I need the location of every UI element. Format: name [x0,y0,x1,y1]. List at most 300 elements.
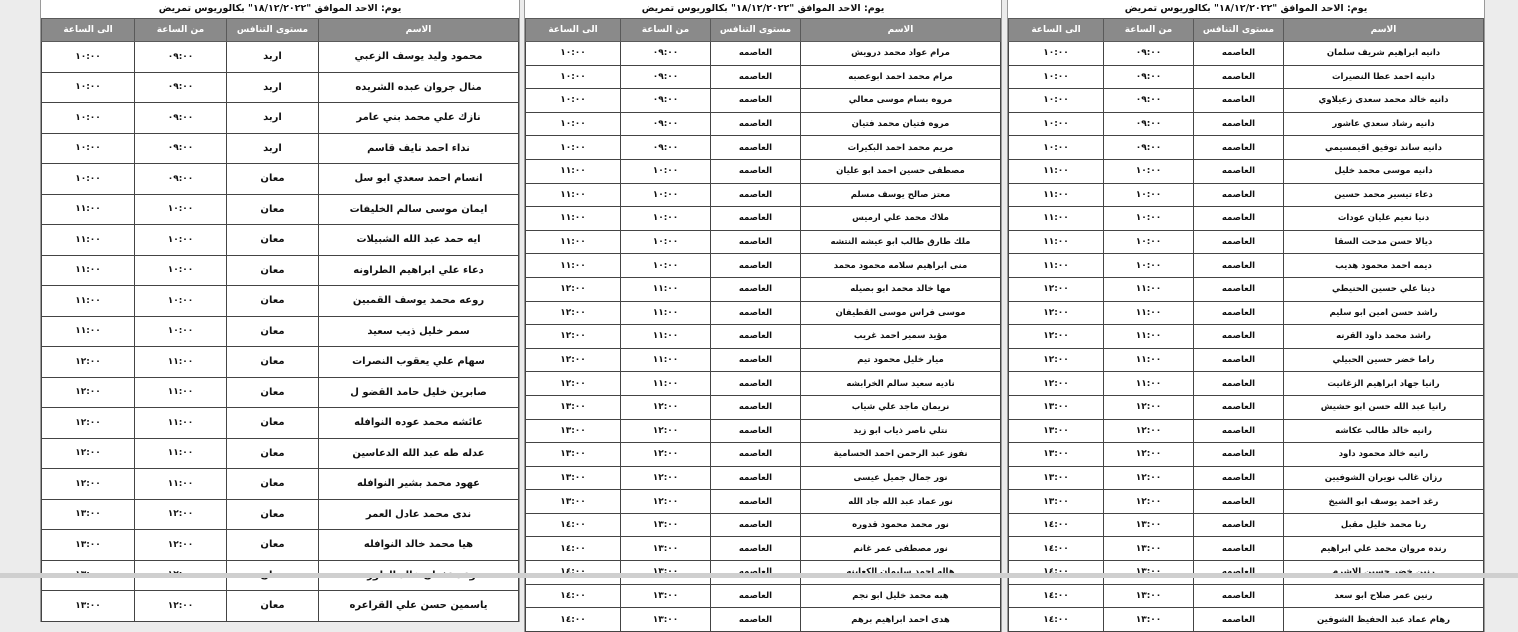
cell-to: ١١:٠٠ [1009,159,1104,183]
cell-from: ١٠:٠٠ [621,159,711,183]
cell-level: العاصمه [711,136,801,160]
cell-to: ١١:٠٠ [42,225,135,256]
cell-from: ١٣:٠٠ [1104,513,1194,537]
cell-name: ديمه احمد محمود هديب [1284,254,1484,278]
table-row [526,348,1001,372]
cell-to: ١٠:٠٠ [42,72,135,103]
schedule-sheet-right [1007,0,1485,632]
cell-to: ١١:٠٠ [1009,183,1104,207]
table-row [1009,395,1484,419]
cell-name: دعاء علي ابراهيم الطراونه [319,255,519,286]
cell-name: منى ابراهيم سلامه محمود محمد [801,254,1001,278]
cell-to: ١٠:٠٠ [526,65,621,89]
table-row [1009,419,1484,443]
cell-name: دانيه رشاد سعدي عاشور [1284,112,1484,136]
cell-from: ١٢:٠٠ [621,395,711,419]
cell-to: ١٤:٠٠ [1009,608,1104,632]
cell-to: ١٢:٠٠ [1009,372,1104,396]
cell-to: ١٢:٠٠ [42,377,135,408]
cell-from: ١٠:٠٠ [1104,183,1194,207]
cell-from: ١٠:٠٠ [135,194,227,225]
cell-from: ٠٩:٠٠ [1104,89,1194,113]
cell-name: عدله طه عبد الله الدعاسين [319,438,519,469]
cell-level: العاصمه [1194,65,1284,89]
table-row [42,164,519,195]
cell-name: رنده مروان محمد علي ابراهيم [1284,537,1484,561]
cell-level: العاصمه [1194,230,1284,254]
cell-from: ١٢:٠٠ [1104,490,1194,514]
table-row [42,591,519,622]
table-row [42,377,519,408]
table-row [1009,513,1484,537]
cell-to: ١٢:٠٠ [526,277,621,301]
cell-level: معان [227,255,319,286]
cell-to: ١٣:٠٠ [526,490,621,514]
cell-level: العاصمه [711,207,801,231]
cell-name: نداء احمد نايف قاسم [319,133,519,164]
cell-level: العاصمه [711,42,801,66]
table-row [42,438,519,469]
cell-name: رانيا جهاد ابراهيم الزغانيت [1284,372,1484,396]
cell-from: ١٠:٠٠ [621,254,711,278]
cell-level: العاصمه [711,112,801,136]
table-row [526,395,1001,419]
cell-level: العاصمه [1194,42,1284,66]
cell-name: راشد حسن امين ابو سليم [1284,301,1484,325]
cell-from: ٠٩:٠٠ [621,65,711,89]
cell-name: دانيه خالد محمد سعدى زعيلاوي [1284,89,1484,113]
table-row [1009,112,1484,136]
cell-from: ١٠:٠٠ [135,286,227,317]
cell-level: العاصمه [1194,466,1284,490]
cell-to: ١١:٠٠ [526,254,621,278]
cell-level: اربد [227,103,319,134]
cell-name: عائشه محمد عوده النوافله [319,408,519,439]
cell-to: ١١:٠٠ [42,194,135,225]
table-row [1009,490,1484,514]
cell-from: ١٠:٠٠ [135,255,227,286]
cell-from: ٠٩:٠٠ [135,103,227,134]
cell-from: ١٢:٠٠ [1104,443,1194,467]
cell-to: ١٢:٠٠ [1009,277,1104,301]
cell-from: ٠٩:٠٠ [621,42,711,66]
table-row [526,136,1001,160]
cell-name: عهود محمد بشير النوافله [319,469,519,500]
cell-level: العاصمه [1194,207,1284,231]
col-header-name: الاسم [319,19,519,42]
cell-from: ١٢:٠٠ [621,490,711,514]
cell-to: ١٢:٠٠ [42,438,135,469]
cell-level: معان [227,377,319,408]
cell-from: ١١:٠٠ [135,347,227,378]
table-row [1009,608,1484,632]
cell-name: هيا محمد خالد النوافله [319,530,519,561]
cell-to: ١١:٠٠ [526,159,621,183]
cell-from: ١٢:٠٠ [1104,419,1194,443]
col-header-to: الى الساعة [526,19,621,42]
table-row [526,42,1001,66]
table-row [42,194,519,225]
cell-level: معان [227,225,319,256]
sheet-title: يوم: الاحد الموافق "١٨/١٢/٢٠٢٢" بكالوريوس تمريض [1124,3,1368,14]
table-row [526,490,1001,514]
cell-to: ١١:٠٠ [526,207,621,231]
cell-from: ١٠:٠٠ [135,225,227,256]
table-row [1009,183,1484,207]
cell-name: دنيا نعيم عليان عودات [1284,207,1484,231]
schedule-table [41,18,519,622]
cell-from: ١٣:٠٠ [621,537,711,561]
cell-to: ١٢:٠٠ [1009,325,1104,349]
cell-level: العاصمه [711,65,801,89]
cell-to: ١٠:٠٠ [1009,42,1104,66]
cell-name: رانيه خالد محمود داود [1284,443,1484,467]
table-row [526,65,1001,89]
cell-name: راشد محمد داود القرنه [1284,325,1484,349]
schedule-sheet-middle [524,0,1002,632]
cell-to: ١٢:٠٠ [526,301,621,325]
cell-to: ١٣:٠٠ [526,395,621,419]
cell-to: ١٤:٠٠ [526,608,621,632]
table-row [526,372,1001,396]
cell-to: ١١:٠٠ [42,316,135,347]
table-row [526,537,1001,561]
cell-name: ندى محمد عادل العمر [319,499,519,530]
cell-level: العاصمه [711,395,801,419]
cell-name: دانيه موسى محمد خليل [1284,159,1484,183]
cell-name: دعاء تيسير محمد حسين [1284,183,1484,207]
table-row [1009,325,1484,349]
cell-to: ١٠:٠٠ [1009,65,1104,89]
cell-to: ١٤:٠٠ [526,584,621,608]
table-row [42,255,519,286]
cell-to: ١٣:٠٠ [42,499,135,530]
cell-name: مرام محمد احمد ابوعصبه [801,65,1001,89]
table-row [1009,277,1484,301]
cell-from: ١١:٠٠ [135,408,227,439]
cell-to: ١٢:٠٠ [526,325,621,349]
cell-from: ١٠:٠٠ [1104,230,1194,254]
cell-level: العاصمه [1194,254,1284,278]
cell-to: ١٣:٠٠ [526,466,621,490]
cell-from: ٠٩:٠٠ [621,112,711,136]
table-row [1009,65,1484,89]
cell-from: ١٢:٠٠ [1104,395,1194,419]
table-row [1009,301,1484,325]
cell-level: العاصمه [1194,159,1284,183]
col-header-to: الى الساعة [42,19,135,42]
col-header-from: من الساعة [135,19,227,42]
cell-from: ١١:٠٠ [1104,325,1194,349]
table-row [526,443,1001,467]
table-row [42,133,519,164]
cell-to: ١٠:٠٠ [1009,89,1104,113]
cell-from: ٠٩:٠٠ [135,133,227,164]
cell-name: نور جمال جميل عيسى [801,466,1001,490]
cell-name: نريمان ماجد علي شياب [801,395,1001,419]
table-row [42,286,519,317]
table-row [1009,42,1484,66]
cell-from: ١١:٠٠ [621,325,711,349]
col-header-to: الى الساعة [1009,19,1104,42]
cell-to: ١٢:٠٠ [1009,301,1104,325]
cell-name: مها خالد محمد ابو بصيله [801,277,1001,301]
cell-from: ١٢:٠٠ [1104,466,1194,490]
cell-from: ١٣:٠٠ [621,584,711,608]
table-row [526,230,1001,254]
page-bottom-edge [0,573,1518,578]
table-row [526,159,1001,183]
col-header-from: من الساعة [621,19,711,42]
col-header-from: من الساعة [1104,19,1194,42]
cell-from: ١٣:٠٠ [621,513,711,537]
cell-level: العاصمه [1194,419,1284,443]
table-row [42,42,519,73]
table-row [42,316,519,347]
cell-from: ١١:٠٠ [1104,348,1194,372]
cell-name: رغد احمد يوسف ابو الشيخ [1284,490,1484,514]
cell-name: معتز صالح يوسف مسلم [801,183,1001,207]
cell-level: العاصمه [1194,608,1284,632]
cell-level: العاصمه [711,183,801,207]
cell-level: العاصمه [711,159,801,183]
cell-name: مصطفى حسين احمد ابو عليان [801,159,1001,183]
cell-level: العاصمه [711,254,801,278]
cell-to: ١٣:٠٠ [1009,419,1104,443]
cell-name: نفوز عبد الرحمن احمد الحسامية [801,443,1001,467]
cell-name: ياسمين حسن علي القراعره [319,591,519,622]
table-row [42,103,519,134]
cell-from: ١١:٠٠ [1104,301,1194,325]
cell-from: ١٣:٠٠ [1104,537,1194,561]
cell-level: العاصمه [711,372,801,396]
cell-level: العاصمه [711,584,801,608]
cell-level: العاصمه [711,466,801,490]
schedule-table [1008,18,1484,632]
cell-level: اربد [227,42,319,73]
table-row [526,301,1001,325]
table-row [1009,537,1484,561]
cell-name: محمود وليد يوسف الزعبي [319,42,519,73]
cell-to: ١٣:٠٠ [526,419,621,443]
cell-name: صابرين خليل حامد القضو ل [319,377,519,408]
cell-to: ١١:٠٠ [42,286,135,317]
cell-name: ملاك محمد علي ارميس [801,207,1001,231]
cell-name: مريم محمد احمد البكيرات [801,136,1001,160]
cell-from: ٠٩:٠٠ [621,136,711,160]
cell-to: ١٠:٠٠ [42,133,135,164]
cell-name: ايه حمد عبد الله الشبيلات [319,225,519,256]
cell-to: ١٤:٠٠ [1009,584,1104,608]
cell-to: ١٠:٠٠ [1009,136,1104,160]
cell-from: ١٣:٠٠ [1104,608,1194,632]
cell-name: ديالا حسن مدحت السقا [1284,230,1484,254]
cell-level: العاصمه [711,537,801,561]
cell-from: ٠٩:٠٠ [135,42,227,73]
cell-level: معان [227,286,319,317]
table-row [526,277,1001,301]
cell-from: ١١:٠٠ [135,377,227,408]
cell-name: سهام علي يعقوب النصرات [319,347,519,378]
cell-name: رنين عمر صلاح ابو سعد [1284,584,1484,608]
cell-to: ١٠:٠٠ [1009,112,1104,136]
cell-level: العاصمه [1194,277,1284,301]
cell-level: العاصمه [1194,584,1284,608]
cell-from: ١٣:٠٠ [621,608,711,632]
table-row [42,225,519,256]
cell-name: رانيا عبد الله حسن ابو حشيش [1284,395,1484,419]
cell-level: اربد [227,133,319,164]
cell-name: نور عماد عبد الله جاد الله [801,490,1001,514]
sheet-title: يوم: الاحد الموافق "١٨/١٢/٢٠٢٢" بكالوريوس تمريض [158,3,402,14]
cell-name: نور مصطفى عمر غانم [801,537,1001,561]
cell-to: ١٣:٠٠ [1009,395,1104,419]
cell-level: العاصمه [711,348,801,372]
cell-name: رهام عماد عبد الحفيظ الشوفين [1284,608,1484,632]
cell-name: رنا محمد خليل مقبل [1284,513,1484,537]
cell-name: نتلي ناصر ذياب ابو زيد [801,419,1001,443]
cell-level: العاصمه [1194,348,1284,372]
table-row [526,466,1001,490]
cell-to: ١٣:٠٠ [42,591,135,622]
cell-level: العاصمه [711,301,801,325]
cell-level: معان [227,164,319,195]
cell-name: ناديه سعيد سالم الخرابشه [801,372,1001,396]
cell-name: مروه فتيان محمد فتيان [801,112,1001,136]
table-row [526,584,1001,608]
cell-from: ٠٩:٠٠ [1104,42,1194,66]
cell-from: ١٣:٠٠ [1104,584,1194,608]
cell-to: ١٣:٠٠ [42,530,135,561]
cell-level: اربد [227,72,319,103]
cell-from: ١٠:٠٠ [621,230,711,254]
cell-name: انسام احمد سعدي ابو سل [319,164,519,195]
cell-name: ايمان موسى سالم الخليفات [319,194,519,225]
table-row [526,112,1001,136]
cell-to: ١١:٠٠ [526,183,621,207]
table-row [1009,584,1484,608]
cell-to: ١٢:٠٠ [42,469,135,500]
cell-name: مرام عواد محمد درويش [801,42,1001,66]
table-row [1009,207,1484,231]
table-row [1009,443,1484,467]
cell-level: العاصمه [711,325,801,349]
cell-from: ١١:٠٠ [621,301,711,325]
cell-level: العاصمه [1194,136,1284,160]
cell-level: العاصمه [1194,325,1284,349]
cell-from: ١٢:٠٠ [621,443,711,467]
cell-name: نور محمد محمود قدوره [801,513,1001,537]
table-row [526,325,1001,349]
cell-level: العاصمه [711,89,801,113]
table-row [526,89,1001,113]
cell-name: مؤيد سمير احمد غريب [801,325,1001,349]
cell-from: ١٢:٠٠ [621,466,711,490]
table-row [1009,136,1484,160]
cell-name: روعه محمد يوسف القمبين [319,286,519,317]
cell-level: العاصمه [711,230,801,254]
cell-name: هدى احمد ابراهيم برهم [801,608,1001,632]
cell-level: معان [227,194,319,225]
table-row [526,608,1001,632]
cell-to: ١٠:٠٠ [42,103,135,134]
cell-to: ١٢:٠٠ [526,372,621,396]
cell-to: ١١:٠٠ [1009,230,1104,254]
cell-level: العاصمه [711,443,801,467]
cell-to: ١٤:٠٠ [526,537,621,561]
cell-to: ١١:٠٠ [1009,254,1104,278]
cell-from: ١٠:٠٠ [621,207,711,231]
cell-name: موسى فراس موسى القطيفان [801,301,1001,325]
cell-level: معان [227,530,319,561]
cell-level: العاصمه [1194,183,1284,207]
cell-from: ١١:٠٠ [621,348,711,372]
cell-from: ١١:٠٠ [1104,277,1194,301]
cell-to: ١٠:٠٠ [526,112,621,136]
cell-from: ٠٩:٠٠ [1104,65,1194,89]
schedule-sheet-left [40,0,520,622]
cell-name: دانيه احمد عطا النصيرات [1284,65,1484,89]
cell-level: معان [227,438,319,469]
table-row [1009,230,1484,254]
table-row [526,183,1001,207]
cell-to: ١٣:٠٠ [1009,490,1104,514]
cell-to: ١٣:٠٠ [526,443,621,467]
table-row [42,408,519,439]
cell-level: العاصمه [1194,490,1284,514]
cell-level: معان [227,591,319,622]
table-row [526,207,1001,231]
cell-from: ٠٩:٠٠ [135,164,227,195]
cell-level: العاصمه [711,490,801,514]
cell-level: العاصمه [1194,443,1284,467]
cell-name: رانيه خالد طالب عكاشه [1284,419,1484,443]
cell-to: ١٠:٠٠ [526,89,621,113]
col-header-level: مستوى التنافس [711,19,801,42]
table-row [1009,348,1484,372]
cell-to: ١٢:٠٠ [526,348,621,372]
cell-from: ١١:٠٠ [621,277,711,301]
cell-to: ١٤:٠٠ [526,513,621,537]
cell-to: ١٤:٠٠ [1009,537,1104,561]
cell-from: ١٠:٠٠ [621,183,711,207]
table-row [526,254,1001,278]
cell-level: العاصمه [1194,112,1284,136]
cell-level: العاصمه [1194,301,1284,325]
cell-to: ١١:٠٠ [42,255,135,286]
cell-name: دانيه ساند توفيق اقيمسيمي [1284,136,1484,160]
cell-name: منال جروان عبده الشريده [319,72,519,103]
cell-to: ١١:٠٠ [1009,207,1104,231]
table-row [42,347,519,378]
cell-name: ملك طارق طالب ابو عيشه النتشه [801,230,1001,254]
cell-to: ١٣:٠٠ [1009,466,1104,490]
cell-from: ١٠:٠٠ [1104,159,1194,183]
cell-name: سمر خليل ذيب سعيد [319,316,519,347]
cell-from: ١٢:٠٠ [135,530,227,561]
cell-to: ١٠:٠٠ [526,42,621,66]
cell-level: العاصمه [711,419,801,443]
cell-level: العاصمه [711,513,801,537]
cell-level: العاصمه [711,277,801,301]
cell-name: رزان غالب نويران الشوفيين [1284,466,1484,490]
cell-level: معان [227,316,319,347]
table-row [1009,466,1484,490]
cell-level: معان [227,499,319,530]
cell-from: ٠٩:٠٠ [1104,136,1194,160]
cell-name: مروه بسام موسى معالي [801,89,1001,113]
cell-to: ١٣:٠٠ [1009,443,1104,467]
